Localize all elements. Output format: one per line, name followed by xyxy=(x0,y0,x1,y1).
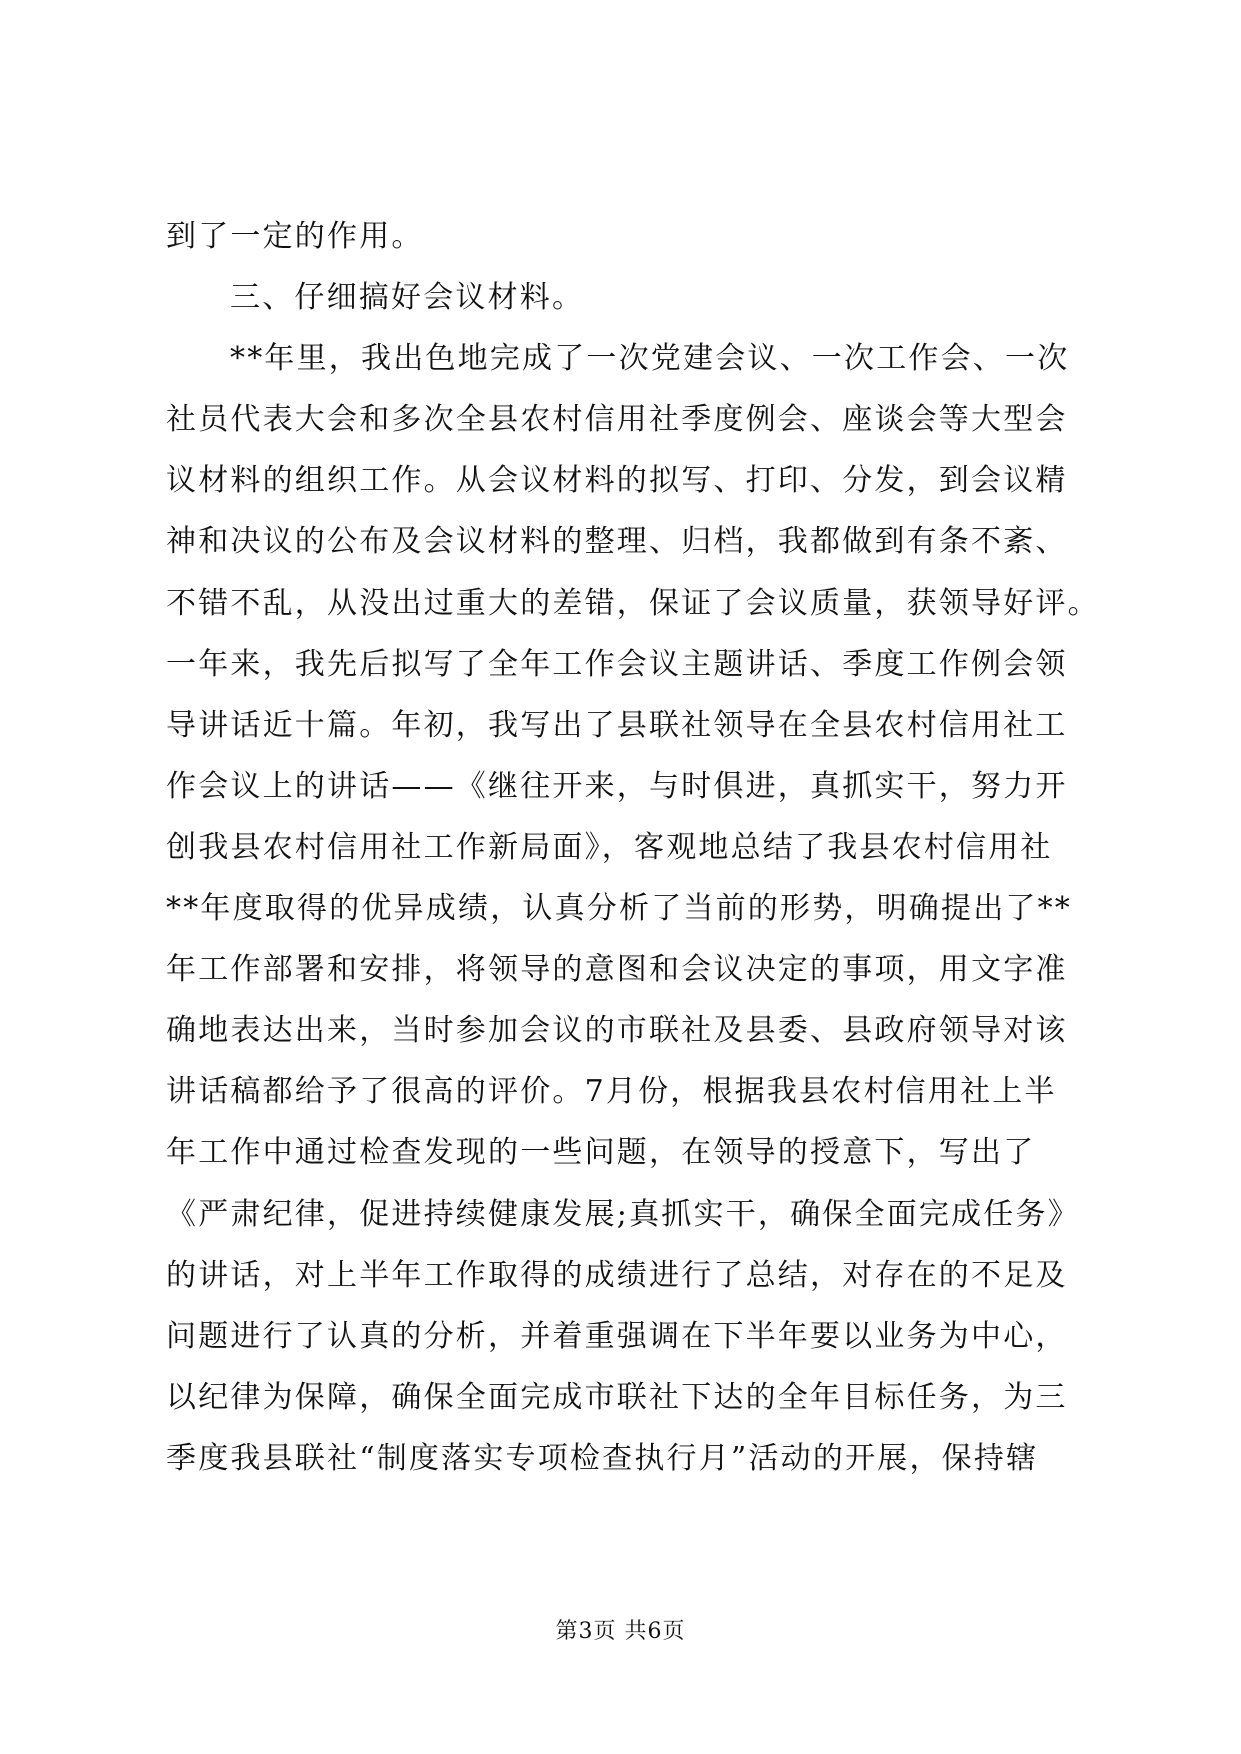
page-number-footer: 第3页 共6页 xyxy=(555,1619,686,1644)
text-line: 议材料的组织工作。从会议材料的拟写、打印、分发，到会议精 xyxy=(166,463,1068,499)
text-line: 一年来，我先后拟写了全年工作会议主题讲话、季度工作例会领 xyxy=(166,646,1068,682)
text-line: 问题进行了认真的分析，并着重强调在下半年要以业务为中心， xyxy=(166,1318,1068,1354)
text-line: 季度我县联社“制度落实专项检查执行月”活动的开展，保持辖 xyxy=(166,1440,1039,1476)
text-line: 导讲话近十篇。年初，我写出了县联社领导在全县农村信用社工 xyxy=(166,707,1068,743)
text-line: 年工作部署和安排，将领导的意图和会议决定的事项，用文字准 xyxy=(166,952,1068,988)
text-line: 《严肃纪律，促进持续健康发展;真抓实干，确保全面完成任务》 xyxy=(166,1196,1080,1232)
text-line: 到了一定的作用。 xyxy=(166,219,424,254)
text-line: 社员代表大会和多次全县农村信用社季度例会、座谈会等大型会 xyxy=(166,402,1068,438)
text-line: 的讲话，对上半年工作取得的成绩进行了总结，对存在的不足及 xyxy=(166,1257,1068,1293)
section-heading: 三、仔细搞好会议材料。 xyxy=(230,280,585,316)
text-line: 确地表达出来，当时参加会议的市联社及县委、县政府领导对该 xyxy=(166,1013,1068,1049)
document-body xyxy=(166,206,1100,1489)
text-line: 以纪律为保障，确保全面完成市联社下达的全年目标任务，为三 xyxy=(166,1379,1068,1415)
text-line: 作会议上的讲话——《继往开来，与时俱进，真抓实干，努力开 xyxy=(166,768,1068,804)
text-line: 创我县农村信用社工作新局面》，客观地总结了我县农村信用社 xyxy=(166,829,1053,865)
text-line: 年工作中通过检查发现的一些问题，在领导的授意下，写出了 xyxy=(166,1135,1036,1171)
text-line: **年度取得的优异成绩，认真分析了当前的形势，明确提出了** xyxy=(166,891,1072,927)
text-line: 神和决议的公布及会议材料的整理、归档，我都做到有条不紊、 xyxy=(166,524,1068,560)
text-line: 讲话稿都给予了很高的评价。7月份，根据我县农村信用社上半 xyxy=(166,1074,1057,1110)
text-line: 不错不乱，从没出过重大的差错，保证了会议质量，获领导好评。 xyxy=(166,585,1100,621)
paragraph-first-line: **年里，我出色地完成了一次党建会议、一次工作会、一次 xyxy=(230,341,1070,377)
